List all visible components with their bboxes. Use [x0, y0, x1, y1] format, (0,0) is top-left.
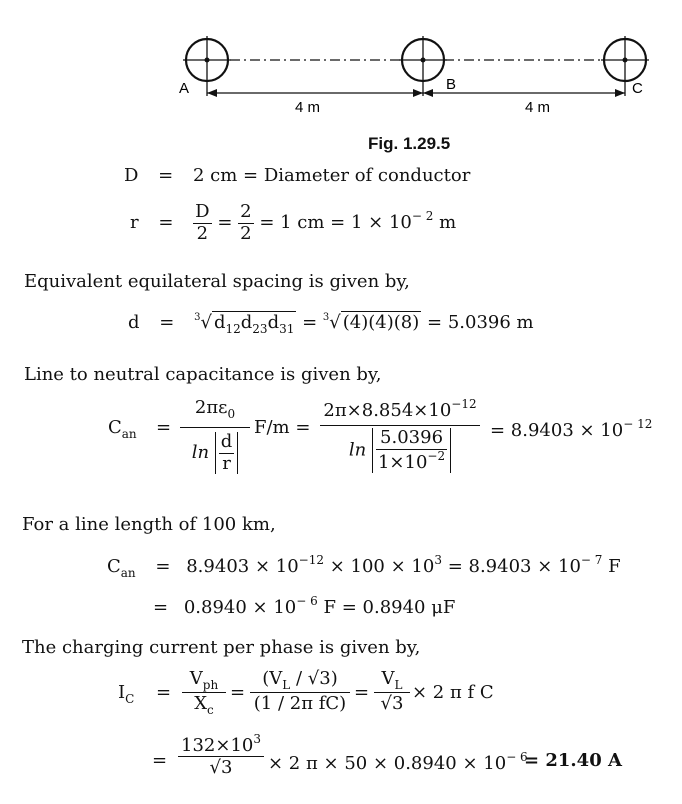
figure-caption: Fig. 1.29.5 [368, 134, 451, 153]
r-lhs: r [130, 212, 139, 234]
text-line-length: For a line length of 100 km, [22, 514, 276, 535]
fraction-d-over-2: $\frac{D}{2}$ [195, 201, 210, 244]
fraction-2-over-2: $\frac{2}{2}$ [240, 201, 252, 244]
spacing-ab-label: 4 m [295, 99, 321, 116]
equation-gmd: d = $^3$√ $d_{12}d_{23}d_{31} = ^3√$ (4)(4)(8) = 5.0396 m [128, 312, 534, 336]
fraction-vph-xc: $V_{ph}$ $X_c$ [182, 668, 226, 717]
spacing-bc-label: 4 m [525, 99, 551, 116]
radicand-values: (4)(4)(8) [342, 312, 420, 333]
radicand-distances: $d_{12}d_{23}d_{31}$ [213, 312, 295, 336]
equation-total-capacitance-uf: = $0.8940 \times 10^{- 6}$ F = 0.8940 μF [153, 594, 456, 618]
equation-diameter: D = 2 cm = Diameter of conductor [124, 165, 471, 186]
current-result: = 21.40 A [524, 750, 622, 771]
conductor-figure [0, 0, 682, 160]
d-rhs: 2 cm = Diameter of conductor [193, 165, 471, 186]
cap-formula-fraction: $2\pi\varepsilon_0$ ln $\frac{d}{r}$ [180, 397, 250, 474]
text-charging-current: The charging current per phase is given by, [22, 637, 421, 658]
d-lhs: D [124, 165, 139, 186]
label-a: A [179, 80, 190, 97]
r-value: = 1 cm = 1 × 10 [259, 212, 412, 234]
fraction-vl-root3: $V_L$ √3 [374, 668, 410, 714]
fraction-vl-over-xc: $(V_L / √3)$ (1 / 2π fC) [250, 668, 350, 714]
text-capacitance-intro: Line to neutral capacitance is given by, [24, 364, 382, 385]
equation-total-capacitance: $C_{an} = 8.9403 \times 10^{-12} \times 100 \times 10^3 = 8.9403 \times 10^{- 7}$ F [107, 553, 621, 580]
label-b: B [446, 76, 457, 93]
text-equivalent-spacing: Equivalent equilateral spacing is given by, [24, 271, 410, 292]
equation-radius: r = $\frac{D}{2}$ = $\frac{2}{2}$ = 1 cm = $1 \times 10^{- 2}$ m [130, 201, 457, 244]
label-c: C [632, 80, 643, 97]
gmd-result: = 5.0396 m [427, 312, 534, 333]
cap-numeric-fraction: $2\pi\times 8.854\times 10^{-12}$ ln $\frac{5.0396}{1\times 10^{-2}}$ [320, 397, 480, 473]
fraction-132e3-root3: $132\times 10^3$ √3 [178, 732, 264, 778]
